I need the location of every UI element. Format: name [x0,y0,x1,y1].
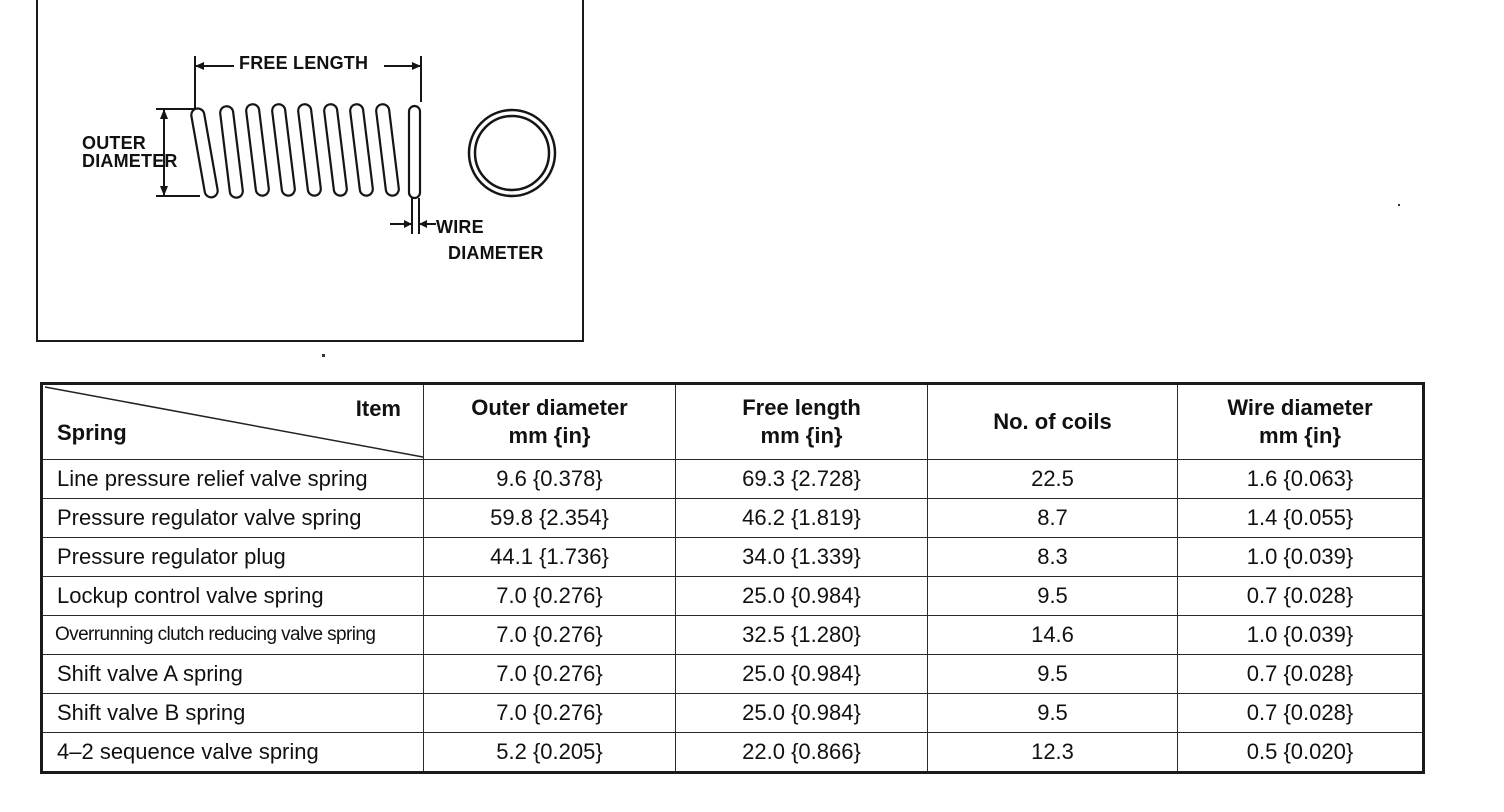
wire-diameter-cell: 0.7 {0.028} [1178,694,1424,733]
corner-header-cell [42,384,424,460]
scan-speck [1398,204,1400,206]
wire-diameter-cell: 0.7 {0.028} [1178,577,1424,616]
outer-diameter-header: Outer diameter mm {in} [424,384,676,460]
outer-diameter-label-line1: OUTER [82,133,146,153]
free-length-label: FREE LENGTH [236,54,371,73]
free-length-cell: 34.0 {1.339} [676,538,928,577]
spring-drawing [38,0,586,344]
coils-cell: 9.5 [928,655,1178,694]
spring-name-cell: Lockup control valve spring [42,577,424,616]
outer-diameter-cell: 7.0 {0.276} [424,694,676,733]
coils-cell: 8.3 [928,538,1178,577]
wire-diameter-label-line2: DIAMETER [448,243,544,263]
wire-diameter-cell: 1.0 {0.039} [1178,616,1424,655]
coils-cell: 9.5 [928,694,1178,733]
wire-diameter-cell: 0.5 {0.020} [1178,733,1424,773]
table-row [42,616,1424,655]
item-header-label: Item [355,396,401,421]
table-row [42,577,1424,616]
free-length-cell: 22.0 {0.866} [676,733,928,773]
outer-diameter-cell: 44.1 {1.736} [424,538,676,577]
spring-name-cell: Shift valve A spring [42,655,424,694]
table-row [42,499,1424,538]
coils-cell: 9.5 [928,577,1178,616]
table-row [42,655,1424,694]
spring-coils [190,103,420,198]
free-length-cell: 32.5 {1.280} [676,616,928,655]
table-row [42,538,1424,577]
free-length-cell: 46.2 {1.819} [676,499,928,538]
outer-diameter-label-line2: DIAMETER [82,151,178,171]
wire-diameter-header: Wire diameter mm {in} [1178,384,1424,460]
spring-diagram [36,0,584,342]
outer-diameter-cell: 7.0 {0.276} [424,655,676,694]
spring-name-cell: Line pressure relief valve spring [42,460,424,499]
outer-diameter-cell: 7.0 {0.276} [424,577,676,616]
scan-speck [322,354,325,357]
coils-cell: 8.7 [928,499,1178,538]
spring-name-cell: 4–2 sequence valve spring [42,733,424,773]
table-row [42,733,1424,773]
wire-diameter-cell: 1.4 {0.055} [1178,499,1424,538]
spring-name-cell: Shift valve B spring [42,694,424,733]
spring-name-cell: Overrunning clutch reducing valve spring [42,616,424,655]
free-length-cell: 25.0 {0.984} [676,694,928,733]
wire-diameter-label-line1: WIRE [436,217,484,237]
no-of-coils-header: No. of coils [928,384,1178,460]
outer-diameter-cell: 9.6 {0.378} [424,460,676,499]
outer-diameter-cell: 59.8 {2.354} [424,499,676,538]
coils-cell: 12.3 [928,733,1178,773]
table-row [42,694,1424,733]
spring-header-label: Spring [57,420,127,445]
spring-name-cell: Pressure regulator plug [42,538,424,577]
wire-cross-section [469,110,555,196]
wire-diameter-cell: 0.7 {0.028} [1178,655,1424,694]
outer-diameter-cell: 5.2 {0.205} [424,733,676,773]
coils-cell: 14.6 [928,616,1178,655]
table-row [42,460,1424,499]
outer-diameter-cell: 7.0 {0.276} [424,616,676,655]
free-length-cell: 69.3 {2.728} [676,460,928,499]
wire-diameter-cell: 1.0 {0.039} [1178,538,1424,577]
free-length-cell: 25.0 {0.984} [676,577,928,616]
spring-spec-table [40,382,1425,774]
coils-cell: 22.5 [928,460,1178,499]
free-length-header: Free length mm {in} [676,384,928,460]
spring-name-cell: Pressure regulator valve spring [42,499,424,538]
table-header-row [42,384,1424,460]
wire-diameter-cell: 1.6 {0.063} [1178,460,1424,499]
free-length-cell: 25.0 {0.984} [676,655,928,694]
